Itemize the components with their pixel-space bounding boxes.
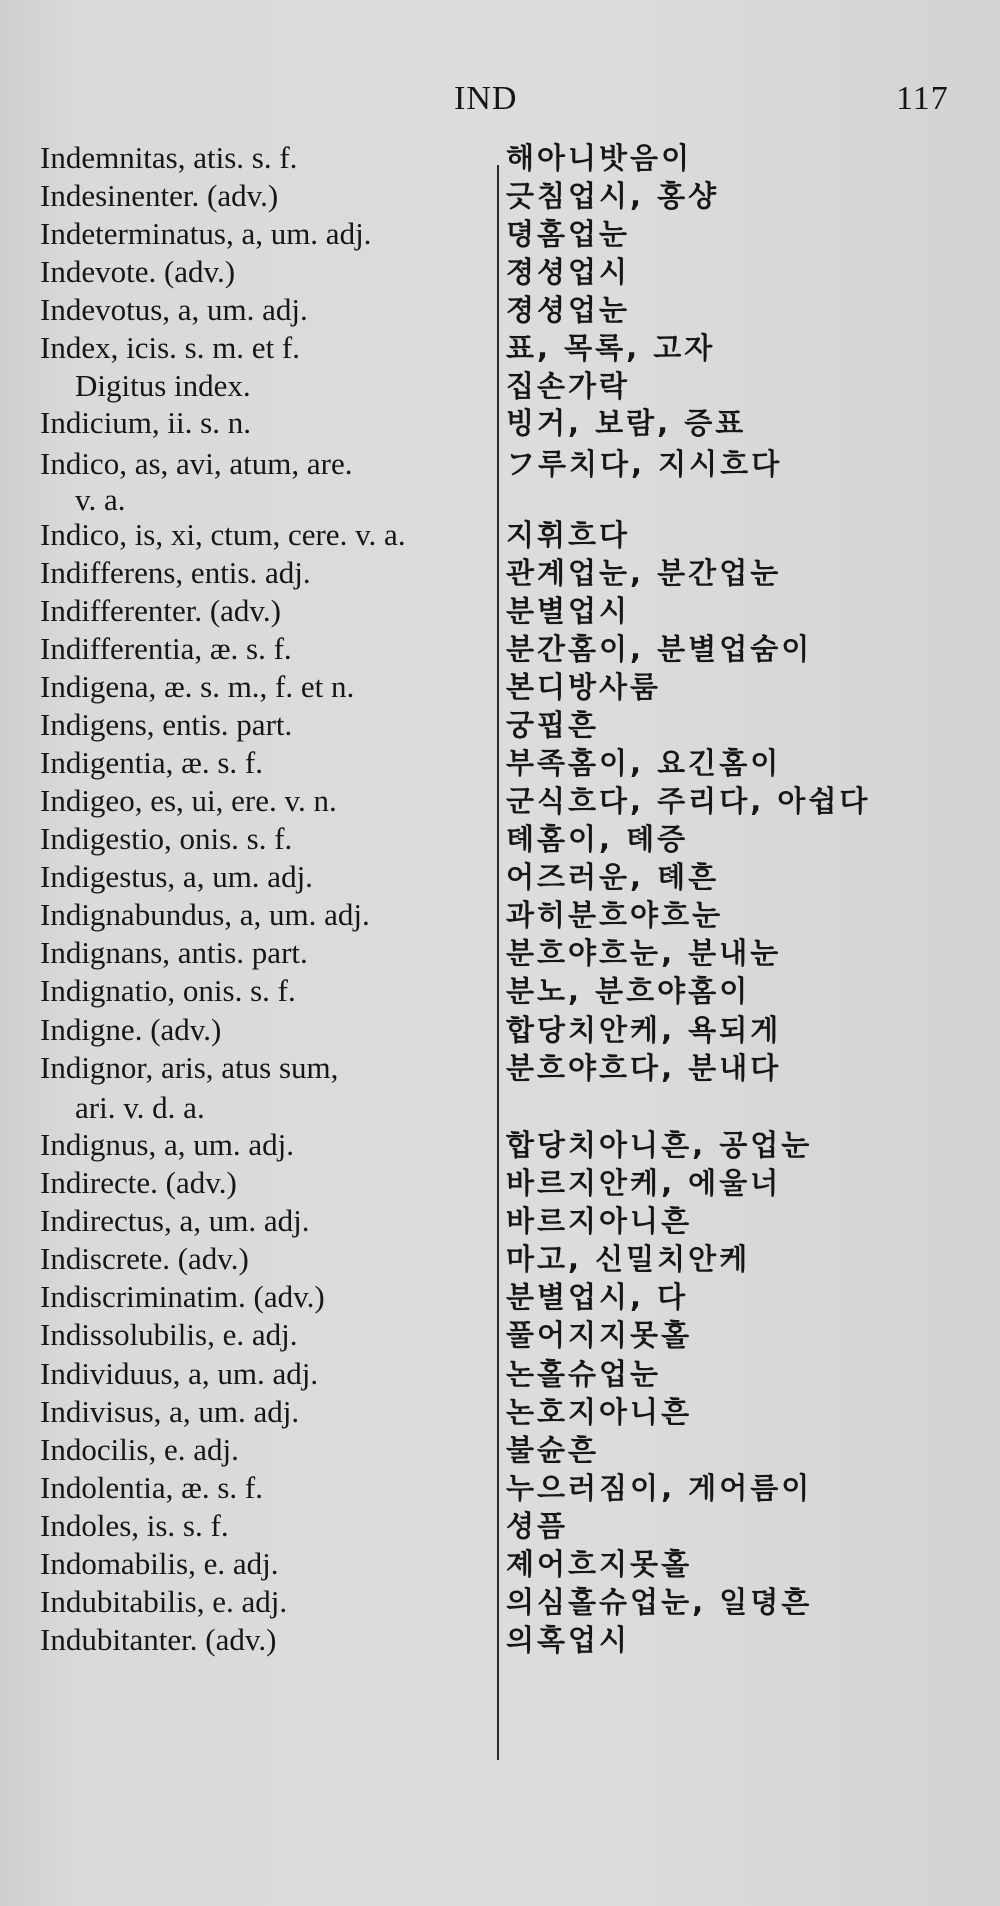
- dictionary-entry: [0, 480, 1000, 520]
- korean-translation: 합당치아니흔, 공업눈: [506, 1128, 813, 1162]
- korean-translation: 톄홈이, 톄증: [506, 822, 689, 856]
- dictionary-entry: [0, 705, 1000, 745]
- page-number: 117: [896, 80, 949, 117]
- latin-headword: Indocilis, e. adj.: [40, 1432, 239, 1467]
- latin-headword: Indigne. (adv.): [40, 1012, 222, 1047]
- latin-headword: Individuus, a, um. adj.: [40, 1356, 319, 1391]
- korean-translation: 졍셩업눈: [506, 293, 631, 327]
- dictionary-entry: [0, 1468, 1000, 1508]
- korean-translation: 궁핍흔: [506, 708, 600, 742]
- dictionary-entry: [0, 591, 1000, 631]
- dictionary-entry: [0, 1354, 1000, 1394]
- latin-headword: Indignus, a, um. adj.: [40, 1127, 294, 1162]
- latin-headword: Indifferentia, æ. s. f.: [40, 631, 292, 666]
- latin-headword: Indifferens, entis. adj.: [40, 555, 311, 590]
- dictionary-entry: [0, 1544, 1000, 1584]
- dictionary-entry: [0, 1239, 1000, 1279]
- latin-headword: Indesinenter. (adv.): [40, 178, 279, 213]
- dictionary-entry: [0, 1582, 1000, 1622]
- korean-translation: 분흐야흐다, 분내다: [506, 1051, 782, 1085]
- latin-headword: Indico, as, avi, atum, are.: [40, 446, 353, 481]
- dictionary-entry: [0, 1048, 1000, 1088]
- korean-translation: 졔어흐지못홀: [506, 1547, 693, 1581]
- korean-translation: 어즈러운, 톄흔: [506, 860, 720, 894]
- latin-headword: Indeterminatus, a, um. adj.: [40, 216, 372, 251]
- latin-headword: Indemnitas, atis. s. f.: [40, 140, 298, 175]
- korean-translation: 해아니밧음이: [506, 141, 693, 175]
- latin-headword: Index, icis. s. m. et f.: [40, 330, 301, 365]
- dictionary-entry: [0, 252, 1000, 292]
- latin-headword: Indubitanter. (adv.): [40, 1622, 277, 1657]
- dictionary-entry: [0, 743, 1000, 783]
- dictionary-entry: [0, 1088, 1000, 1128]
- dictionary-entry: [0, 819, 1000, 859]
- dictionary-entry: [0, 290, 1000, 330]
- dictionary-entry: [0, 1201, 1000, 1241]
- latin-headword: Indifferenter. (adv.): [40, 593, 281, 628]
- korean-translation: 논호지아니흔: [506, 1395, 693, 1429]
- korean-translation: 의혹업시: [506, 1623, 631, 1657]
- latin-headword: Indirectus, a, um. adj.: [40, 1203, 310, 1238]
- latin-headword: Indissolubilis, e. adj.: [40, 1317, 298, 1352]
- latin-headword: Indignor, aris, atus sum,: [40, 1050, 339, 1085]
- dictionary-entry: [0, 138, 1000, 178]
- korean-translation: 분간홈이, 분별업숨이: [506, 632, 813, 666]
- latin-headword: Indiscrete. (adv.): [40, 1241, 249, 1276]
- dictionary-entry: [0, 971, 1000, 1011]
- korean-translation: 누으러짐이, 게어름이: [506, 1471, 813, 1505]
- dictionary-entry: [0, 781, 1000, 821]
- latin-headword: Indignabundus, a, um. adj.: [40, 897, 370, 932]
- latin-headword: ari. v. d. a.: [75, 1090, 205, 1125]
- korean-translation: 군식흐다, 주리다, 아쉽다: [506, 784, 871, 818]
- korean-translation: 논홀슈업눈: [506, 1357, 662, 1391]
- dictionary-entry: [0, 1163, 1000, 1203]
- dictionary-entry: [0, 444, 1000, 484]
- latin-headword: Indigens, entis. part.: [40, 707, 293, 742]
- korean-translation: 졍셩업시: [506, 255, 631, 289]
- korean-translation: 빙거, 보람, 증표: [506, 406, 747, 440]
- dictionary-entry: [0, 176, 1000, 216]
- dictionary-entry: [0, 1125, 1000, 1165]
- dictionary-entry: [0, 857, 1000, 897]
- korean-translation: 합당치안케, 욕되게: [506, 1013, 782, 1047]
- dictionary-entry: [0, 328, 1000, 368]
- latin-headword: Indicium, ii. s. n.: [40, 405, 251, 440]
- latin-headword: Digitus index.: [75, 368, 251, 403]
- latin-headword: Indignatio, onis. s. f.: [40, 973, 296, 1008]
- latin-headword: Indubitabilis, e. adj.: [40, 1584, 288, 1619]
- latin-headword: Indoles, is. s. f.: [40, 1508, 229, 1543]
- dictionary-entry: [0, 895, 1000, 935]
- latin-headword: Indivisus, a, um. adj.: [40, 1394, 300, 1429]
- latin-headword: Indigena, æ. s. m., f. et n.: [40, 669, 355, 704]
- latin-headword: Indigestus, a, um. adj.: [40, 859, 313, 894]
- dictionary-entry: [0, 1277, 1000, 1317]
- dictionary-entry: [0, 403, 1000, 443]
- dictionary-entry: [0, 1392, 1000, 1432]
- dictionary-entry: [0, 515, 1000, 555]
- korean-translation: 관계업눈, 분간업눈: [506, 556, 782, 590]
- latin-headword: Indirecte. (adv.): [40, 1165, 237, 1200]
- korean-translation: 불슌흔: [506, 1433, 600, 1467]
- korean-translation: 바르지아니흔: [506, 1204, 693, 1238]
- latin-headword: Indigentia, æ. s. f.: [40, 745, 263, 780]
- latin-headword: Indignans, antis. part.: [40, 935, 308, 970]
- korean-translation: 본디방사룸: [506, 670, 662, 704]
- korean-translation: 과히분흐야흐눈: [506, 898, 724, 932]
- korean-translation: 마고, 신밀치안케: [506, 1242, 751, 1276]
- korean-translation: 표, 목록, 고자: [506, 331, 716, 365]
- korean-translation: 분흐야흐눈, 분내눈: [506, 936, 782, 970]
- dictionary-entry: [0, 1010, 1000, 1050]
- latin-headword: Indigestio, onis. s. f.: [40, 821, 293, 856]
- dictionary-entry: [0, 1430, 1000, 1470]
- korean-translation: 바르지안케, 에울너: [506, 1166, 782, 1200]
- korean-translation: 분노, 분흐야홈이: [506, 974, 751, 1008]
- korean-translation: 분별업시, 다: [506, 1280, 689, 1314]
- dictionary-entry: [0, 1315, 1000, 1355]
- dictionary-entry: [0, 366, 1000, 406]
- latin-headword: Indomabilis, e. adj.: [40, 1546, 279, 1581]
- korean-translation: 뎡홈업눈: [506, 217, 631, 251]
- korean-translation: 풀어지지못홀: [506, 1318, 693, 1352]
- latin-headword: v. a.: [75, 482, 126, 517]
- latin-headword: Indevotus, a, um. adj.: [40, 292, 308, 327]
- dictionary-entry: [0, 1506, 1000, 1546]
- latin-headword: Indiscriminatim. (adv.): [40, 1279, 325, 1314]
- latin-headword: Indico, is, xi, ctum, cere. v. a.: [40, 517, 406, 552]
- section-heading: IND: [454, 80, 518, 117]
- korean-translation: 집손가락: [506, 369, 631, 403]
- latin-headword: Indevote. (adv.): [40, 254, 236, 289]
- korean-translation: 부족홈이, 요긴홈이: [506, 746, 782, 780]
- dictionary-entry: [0, 553, 1000, 593]
- dictionary-entry: [0, 1620, 1000, 1660]
- dictionary-entry: [0, 667, 1000, 707]
- page-header: [0, 80, 1000, 130]
- latin-headword: Indigeo, es, ui, ere. v. n.: [40, 783, 337, 818]
- korean-translation: フ루치다, 지시흐다: [506, 447, 783, 481]
- dictionary-entry: [0, 214, 1000, 254]
- dictionary-entry: [0, 629, 1000, 669]
- korean-translation: 의심홀슈업눈, 일뎡흔: [506, 1585, 813, 1619]
- korean-translation: 긋침업시, 홍샹: [506, 179, 720, 213]
- korean-translation: 분별업시: [506, 594, 631, 628]
- korean-translation: 셩픔: [506, 1509, 569, 1543]
- latin-headword: Indolentia, æ. s. f.: [40, 1470, 263, 1505]
- dictionary-entry: [0, 933, 1000, 973]
- korean-translation: 지휘흐다: [506, 518, 631, 552]
